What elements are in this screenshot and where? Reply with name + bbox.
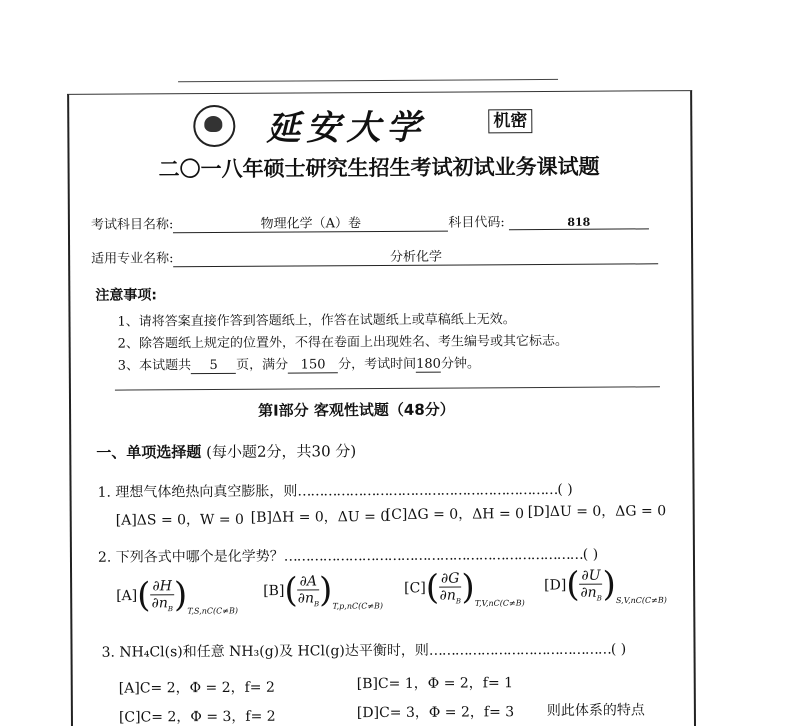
q1-option-c: [C]ΔG = 0，ΔH = 0 <box>385 506 525 523</box>
q2-option-c: [C]( ∂G $\partial n_B)_{T,V,nC(C\ne B)}$ <box>404 567 525 608</box>
exam-title: 二〇一八年硕士研究生招生考试初试业务课试题 <box>158 154 600 182</box>
part-title: 第I部分 客观性试题（48分） <box>258 400 455 420</box>
subject-field: 考试科目名称: 物理化学（A）卷 科目代码: 818 <box>91 210 649 233</box>
q3-option-b: [B]C= 1，Φ = 2，f= 1 <box>356 675 514 693</box>
question-1: 1. 理想气体绝热向真空膨胀，则……………………………………………………( ) <box>97 481 573 501</box>
q2-option-a: [A]( ∂H $\partial n_B)_{T,S,nC(C\ne B)}$ <box>116 575 239 616</box>
subject-value: 物理化学（A）卷 <box>173 212 448 234</box>
q1-option-d: [D]ΔU = 0，ΔG = 0 <box>527 503 667 521</box>
note-item: 2、除答题纸上规定的位置外，不得在卷面上出现姓名、考生编号或其它标志。 <box>117 333 568 352</box>
note-item: 3、本试题共 5 页，满分 150 分，考试时间180分钟。 <box>117 356 480 374</box>
notes-heading: 注意事项: <box>95 287 158 304</box>
major-value: 分析化学 <box>173 244 658 267</box>
question-3: 3. NH₄Cl(s)和任意 NH₃(g)及 HCl(g)达平衡时，则……………………………………( ) <box>101 641 627 661</box>
question-2: 2. 下列各式中哪个是化学势？……………………………………………………………( ) <box>97 546 599 566</box>
q3-option-d: [D]C= 3，Φ = 2，f= 3 <box>356 704 515 722</box>
secret-stamp: 机密 <box>488 109 532 133</box>
note-item: 1、请将答案直接作答到答题纸上，作答在试题纸上或草稿纸上无效。 <box>117 312 516 330</box>
code-value: 818 <box>509 215 649 230</box>
q2-option-b: [B]( ∂A $\partial n_B)_{T,p,nC(C\ne B)}$ <box>263 570 384 611</box>
q3-option-a: [A]C= 2，Φ = 2，f= 2 <box>118 679 275 697</box>
q1-option-a: [A]ΔS = 0，W = 0 <box>115 511 244 529</box>
section-title: 一、单项选择题 (每小题2分，共30 分) <box>96 442 357 462</box>
university-name: 延安大学 <box>266 107 427 149</box>
cutoff-text: 则此体系的特点 <box>546 702 645 719</box>
q1-option-b: [B]ΔH = 0，ΔU = 0 <box>250 508 390 526</box>
major-field: 适用专业名称: 分析化学 <box>91 244 659 267</box>
q3-option-c: [C]C= 2，Φ = 3，f= 2 <box>118 708 276 726</box>
university-logo <box>193 105 235 147</box>
scan-edge <box>178 79 558 82</box>
q2-option-d: [D]( ∂U $\partial n_B)_{S,V,nC(C\ne B)}$ <box>544 564 667 606</box>
